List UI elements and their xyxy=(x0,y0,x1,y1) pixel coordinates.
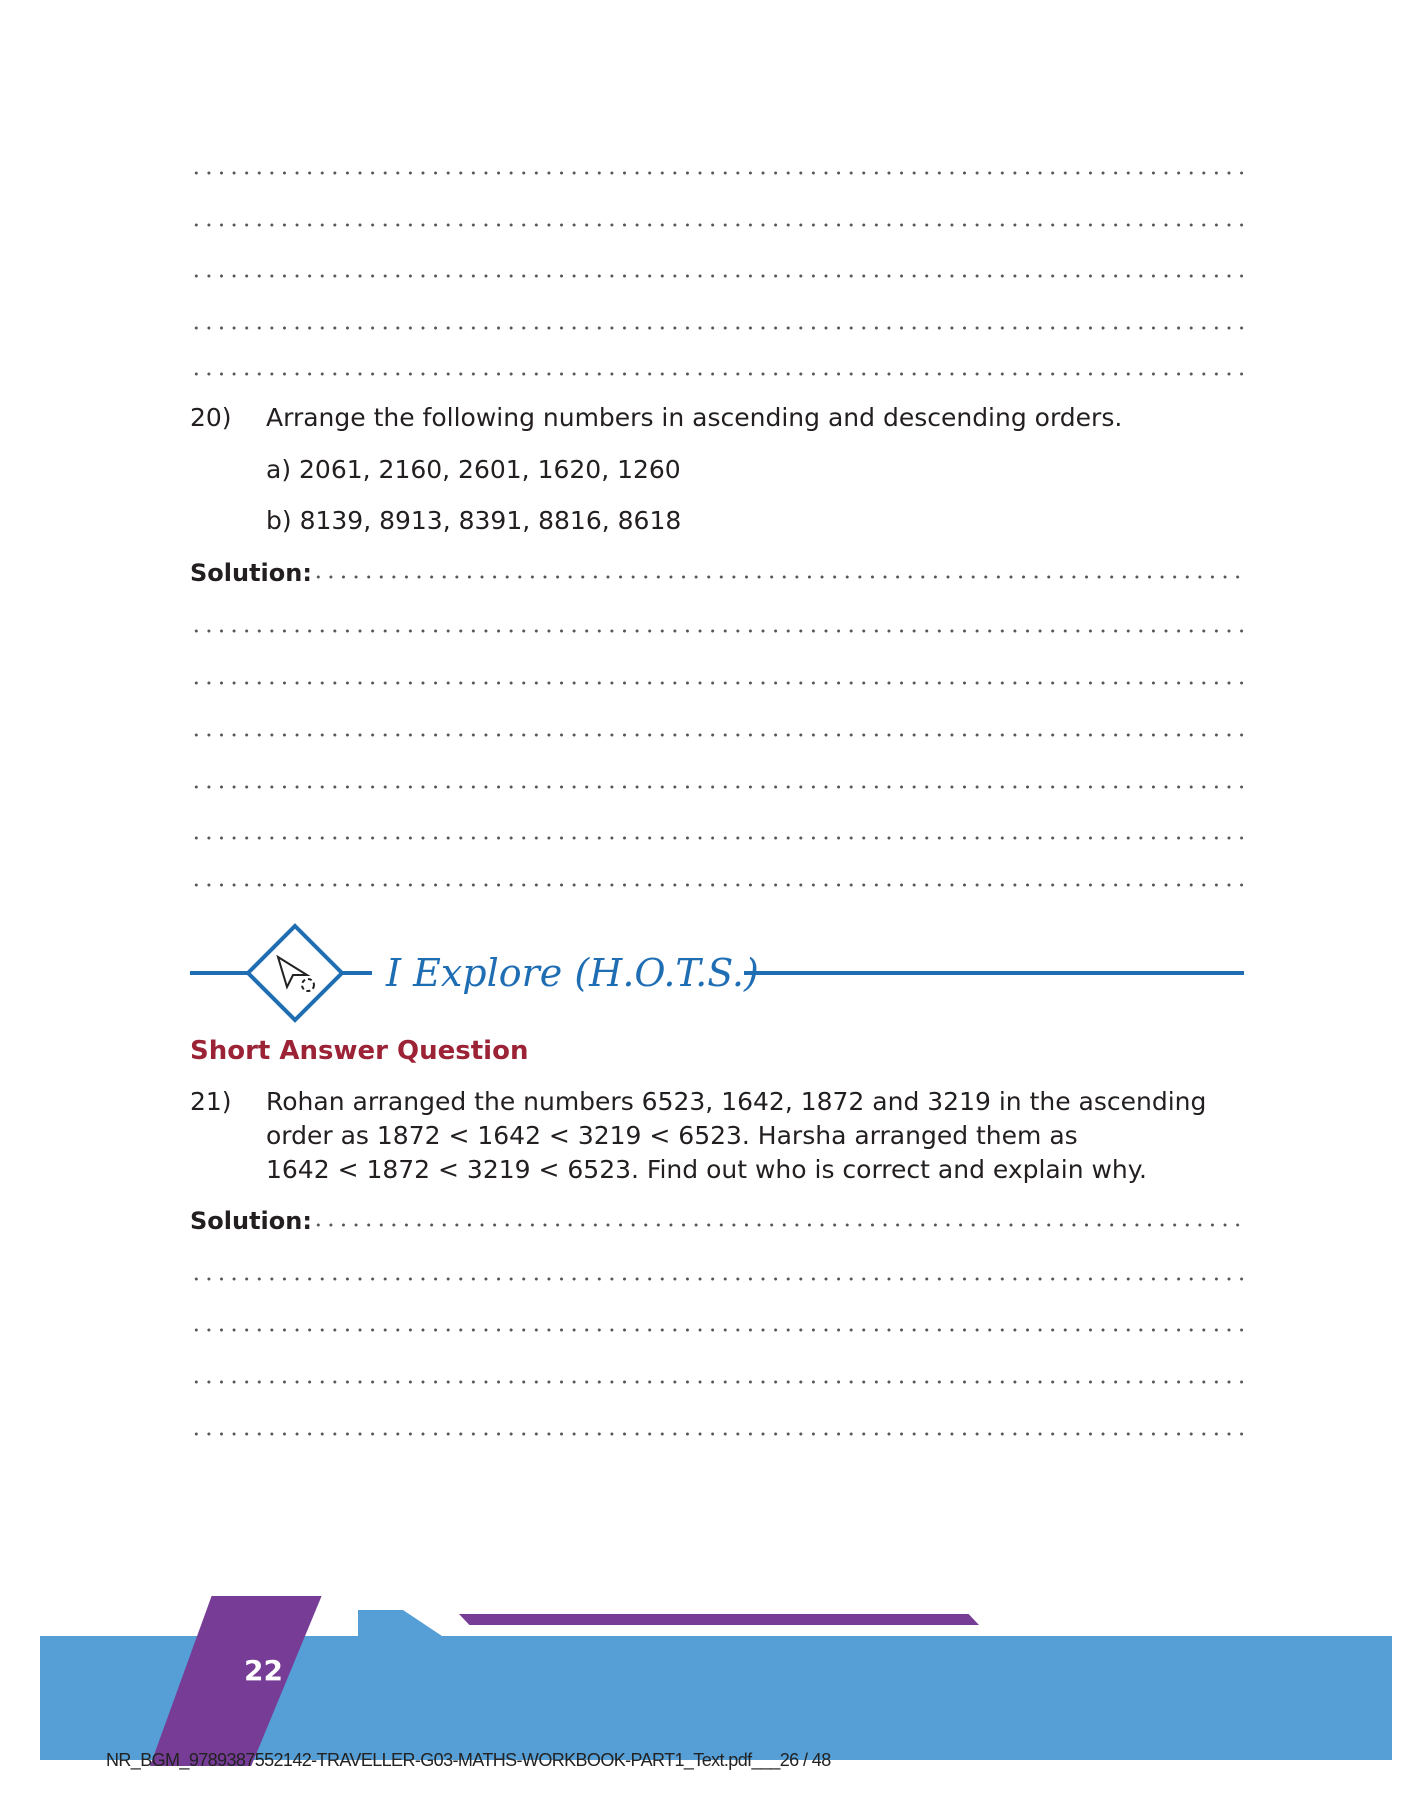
page-number: 22 xyxy=(244,1654,283,1687)
dotted-line xyxy=(190,732,1244,738)
dotted-line xyxy=(190,835,1244,841)
question-part-b: b) 8139, 8913, 8391, 8816, 8618 xyxy=(266,506,682,535)
dotted-line xyxy=(190,882,1244,888)
file-name: NR_BGM_9789387552142-TRAVELLER-G03-MATHS-WORKBOOK-PART1_Text.pdf___26 / 48 xyxy=(106,1750,831,1770)
dotted-line xyxy=(312,1222,1244,1228)
section-subtitle: Short Answer Question xyxy=(190,1036,529,1066)
dotted-line xyxy=(190,680,1244,686)
footer-tab xyxy=(358,1610,448,1640)
question-number: 20) xyxy=(190,403,232,432)
dotted-line xyxy=(190,1431,1244,1437)
dotted-line xyxy=(190,325,1244,331)
footer-stripe xyxy=(459,1614,979,1625)
question-part-a: a) 2061, 2160, 2601, 1620, 1260 xyxy=(266,455,681,484)
solution-label: Solution: xyxy=(190,1207,312,1235)
dotted-line xyxy=(190,784,1244,790)
dotted-line xyxy=(190,1379,1244,1385)
section-title: I Explore (H.O.T.S.) xyxy=(386,951,759,995)
question-number: 21) xyxy=(190,1087,232,1116)
solution-label: Solution: xyxy=(190,559,312,587)
dotted-line xyxy=(190,170,1244,176)
dotted-line xyxy=(190,1327,1244,1333)
dotted-line xyxy=(190,1276,1244,1282)
question-text-line: Rohan arranged the numbers 6523, 1642, 1872 and 3219 in the ascending xyxy=(266,1087,1207,1116)
dotted-line xyxy=(312,574,1244,580)
dotted-line xyxy=(190,222,1244,228)
divider xyxy=(190,971,250,975)
question-text-line: order as 1872 < 1642 < 3219 < 6523. Harsha arranged them as xyxy=(266,1121,1078,1150)
paper-plane-icon xyxy=(245,923,345,1023)
dotted-line xyxy=(190,273,1244,279)
dotted-line xyxy=(190,628,1244,634)
question-text-line: 1642 < 1872 < 3219 < 6523. Find out who is correct and explain why. xyxy=(266,1155,1147,1184)
divider xyxy=(744,971,1244,975)
question-text: Arrange the following numbers in ascending and descending orders. xyxy=(266,403,1123,432)
dotted-line xyxy=(190,371,1244,377)
